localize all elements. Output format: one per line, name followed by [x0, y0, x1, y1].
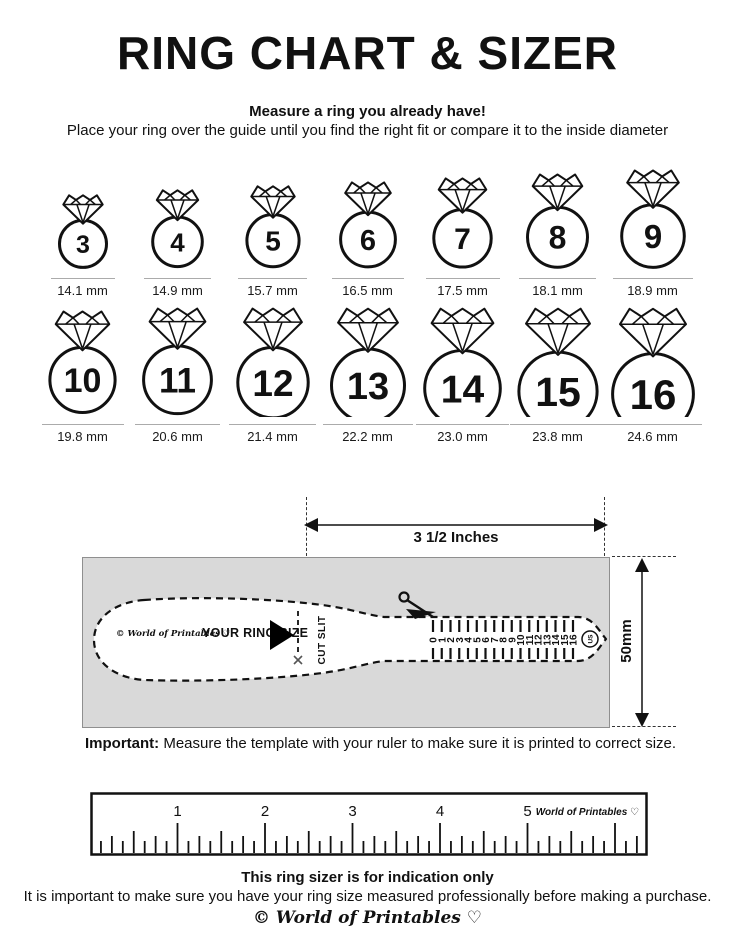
ring-underline: [332, 278, 404, 279]
template-brand-logo: © World of Printables ♡: [116, 629, 231, 639]
ring-diameter-label: 14.9 mm: [152, 283, 203, 298]
scale-number: 11: [524, 634, 536, 646]
ring-icon: [608, 306, 698, 417]
cut-slit-label: CUT SLIT: [317, 615, 328, 665]
ring-icon: [617, 168, 689, 271]
your-ring-size-label: YOUR RING SIZE: [202, 626, 309, 640]
ruler-number: 5: [523, 803, 532, 820]
ring-underline: [42, 424, 124, 425]
ring-chart-row-1: [33, 166, 702, 298]
ring-size-number: 14: [440, 368, 485, 412]
ring-item: [605, 166, 700, 298]
ring-size-number: 12: [251, 362, 294, 404]
intro-heading: Measure a ring you already have!: [249, 103, 486, 120]
ruler-brand-logo: World of Printables ♡: [535, 807, 639, 818]
scale-number: 9: [507, 637, 519, 643]
ring-item: [605, 306, 700, 444]
ring-size-number: 4: [170, 227, 185, 258]
scale-number: 10: [516, 634, 527, 646]
ring-size-number: 6: [359, 224, 376, 257]
ring-underline: [519, 278, 596, 279]
footer-brand-logo: © World of Printables ♡: [252, 908, 483, 928]
ring-icon: [327, 306, 409, 417]
scale-number: 1: [437, 637, 449, 643]
ring-underline: [510, 424, 605, 425]
ring-diameter-label: 18.9 mm: [627, 283, 678, 298]
ring-size-number: 15: [534, 368, 581, 415]
right-triangle-icon: [270, 620, 294, 650]
ring-item: [510, 166, 605, 298]
ring-item: [35, 306, 130, 444]
ring-size-number: 3: [75, 230, 90, 259]
ring-diameter-label: 17.5 mm: [437, 283, 488, 298]
ring-item: [225, 306, 320, 444]
ring-icon: [55, 193, 111, 271]
us-badge-label: US: [587, 634, 595, 644]
page-title: RING CHART & SIZER: [117, 27, 618, 79]
ring-item: [415, 166, 510, 298]
scale-number: 0: [428, 637, 440, 643]
ring-underline: [229, 424, 316, 425]
ring-icon: [514, 306, 602, 417]
ring-diameter-label: 14.1 mm: [57, 283, 108, 298]
ring-icon: [242, 184, 304, 271]
scale-number: 16: [568, 634, 580, 646]
scale-number: 14: [551, 634, 562, 646]
ruler-number: 4: [435, 803, 445, 820]
width-dimension-label: 3 1/2 Inches: [413, 529, 499, 546]
important-text: Measure the template with your ruler to make sure it is printed to correct size.: [159, 735, 677, 752]
footer-text: It is important to make sure you have your ring size measured professionally before making a purchase.: [23, 888, 712, 905]
ring-icon: [45, 309, 120, 417]
ring-underline: [604, 424, 702, 425]
ring-icon: [429, 176, 496, 271]
footer-heading: This ring sizer is for indication only: [241, 869, 494, 886]
ring-icon: [139, 306, 216, 417]
ring-underline: [323, 424, 413, 425]
intro-text: Place your ring over the guide until you find the right fit or compare it to the inside diameter: [66, 122, 669, 139]
ring-underline: [416, 424, 509, 425]
scale-number: 2: [446, 637, 457, 643]
ring-diameter-label: 16.5 mm: [342, 283, 393, 298]
ring-size-number: 16: [629, 371, 676, 417]
ring-diameter-label: 22.2 mm: [342, 429, 393, 444]
ring-size-number: 7: [454, 223, 471, 257]
scale-number: 4: [463, 637, 475, 643]
scale-number: 7: [489, 637, 501, 643]
ring-size-number: 8: [548, 219, 567, 256]
ring-item: [225, 166, 320, 298]
ring-diameter-label: 24.6 mm: [627, 429, 678, 444]
ring-underline: [135, 424, 220, 425]
ring-item: [320, 306, 415, 444]
ring-underline: [613, 278, 693, 279]
ring-icon: [420, 306, 505, 417]
ruler-number: 2: [260, 803, 270, 820]
ring-diameter-label: 15.7 mm: [247, 283, 298, 298]
ring-diameter-label: 20.6 mm: [152, 429, 203, 444]
ring-icon: [523, 172, 592, 271]
ring-item: [35, 166, 130, 298]
ring-item: [510, 306, 605, 444]
sizer-template: [82, 557, 610, 728]
scale-number: 12: [533, 634, 545, 646]
height-dimension-label: 50mm: [618, 619, 635, 663]
scale-number: 8: [498, 637, 510, 643]
ring-item: [415, 306, 510, 444]
ring-size-number: 5: [264, 225, 281, 257]
important-note: [85, 735, 705, 752]
ring-icon: [336, 180, 400, 271]
ruler-number: 3: [348, 803, 357, 820]
ring-size-number: 10: [63, 362, 102, 401]
ring-diameter-label: 19.8 mm: [57, 429, 108, 444]
scale-number: 15: [559, 634, 571, 646]
ring-underline: [238, 278, 307, 279]
ring-size-number: 13: [346, 366, 389, 409]
scale-number: 3: [454, 637, 466, 643]
ring-diameter-label: 23.0 mm: [437, 429, 488, 444]
ring-underline: [426, 278, 500, 279]
ring-icon: [233, 306, 313, 417]
ring-chart-row-2: [33, 306, 702, 444]
ring-item: [320, 166, 415, 298]
ring-underline: [144, 278, 211, 279]
ring-diameter-label: 23.8 mm: [532, 429, 583, 444]
ring-item: [130, 166, 225, 298]
ring-item: [130, 306, 225, 444]
ruler: [90, 792, 648, 856]
ring-diameter-label: 21.4 mm: [247, 429, 298, 444]
ring-size-number: 11: [159, 361, 196, 401]
ring-icon: [148, 188, 207, 271]
scissors-icon: [400, 593, 437, 620]
ring-diameter-label: 18.1 mm: [532, 283, 583, 298]
ring-size-number: 9: [643, 217, 662, 255]
scale-number: 5: [472, 637, 484, 643]
important-label: Important:: [85, 735, 160, 752]
ring-underline: [51, 278, 115, 279]
scale-number: 13: [542, 634, 554, 646]
ruler-number: 1: [173, 803, 182, 820]
scale-number: 6: [481, 637, 492, 643]
